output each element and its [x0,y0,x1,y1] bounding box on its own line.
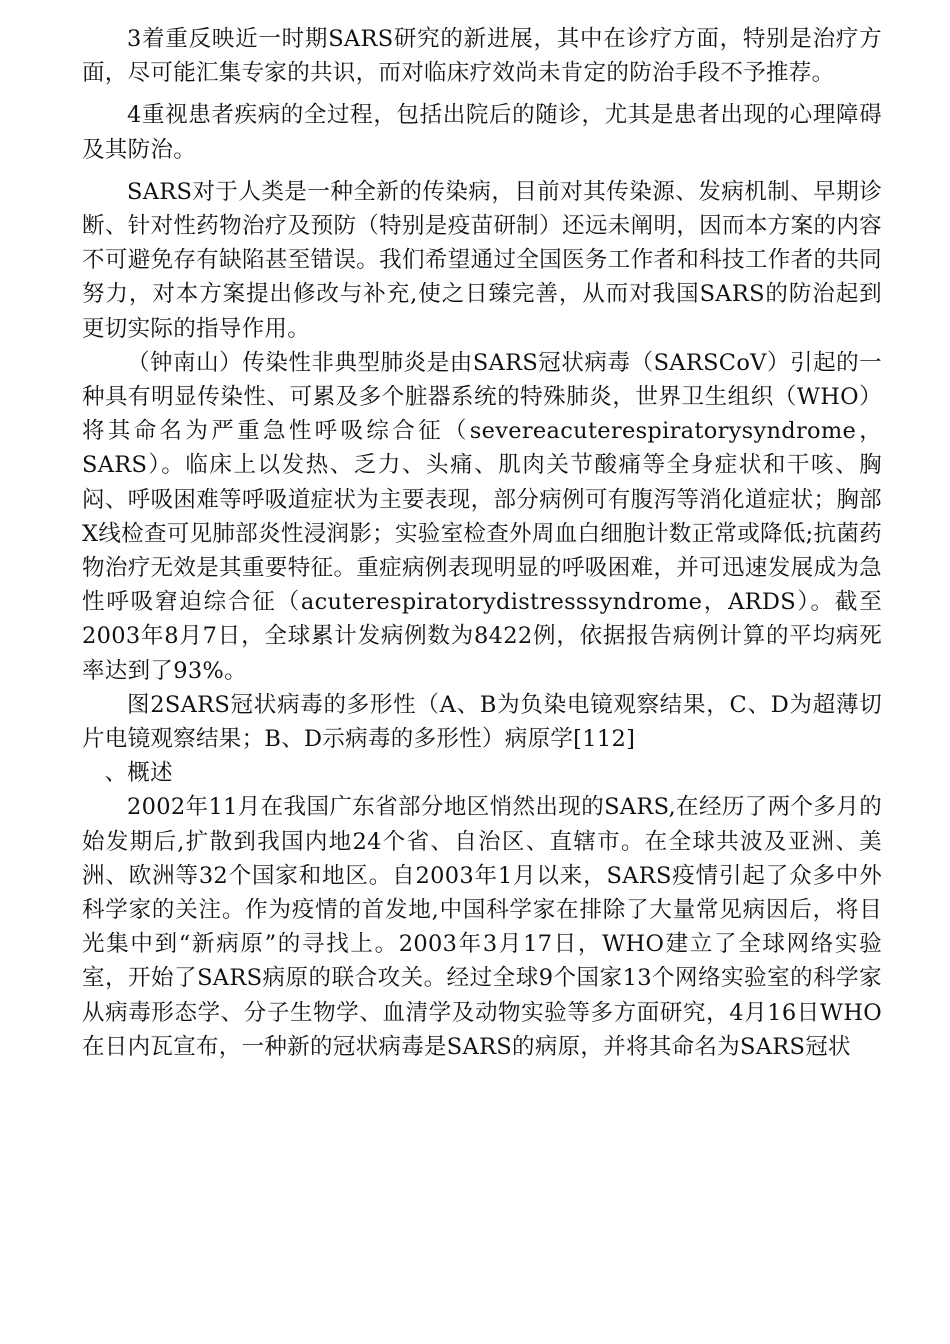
figure-caption: 图2SARS冠状病毒的多形性（A、B为负染电镜观察结果，C、D为超薄切片电镜观察结果；B、D示病毒的多形性）病原学[112] [82,691,882,753]
section-heading: 、概述 [104,760,173,787]
paragraph-sars-overview: SARS对于人类是一种全新的传染病，目前对其传染源、发病机制、早期诊断、针对性药物治疗及预防（特别是疫苗研制）还远未阐明，因而本方案的内容不可避免存有缺陷甚至错误。我们希望通过全国医务工作者和科技工作者的共同努力，对本方案提出修改与补充,使之日臻完善，从而对我国SARS的防治起到更切实际的指导作用。 [82,178,882,342]
paragraph-guideline-4: 4重视患者疾病的全过程，包括出院后的随诊，尤其是患者出现的心理障碍及其防治。 [82,102,882,163]
paragraph-etiology: 2002年11月在我国广东省部分地区悄然出现的SARS,在经历了两个多月的始发期后,扩散到我国内地24个省、自治区、直辖市。在全球共波及亚洲、美洲、欧洲等32个国家和地区。自2003年1月以来，SARS疫情引起了众多中外科学家的关注。作为疫情的首发地,中国科学家在排除了大量常见病因后，将目光集中到“新病原”的寻找上。2003年3月17日，WHO建立了全球网络实验室，开始了SARS病原的联合攻关。经过全球9个国家13个网络实验室的科学家从病毒形态学、分子生物学、血清学及动物实验等多方面研究，4月16日WHO在日内瓦宣布，一种新的冠状病毒是SARS的病原，并将其命名为SARS冠状 [82,794,882,1060]
document-body [82,22,882,1064]
paragraph-guideline-3: 3着重反映近一时期SARS研究的新进展，其中在诊疗方面，特别是治疗方面，尽可能汇集专家的共识，而对临床疗效尚未肯定的防治手段不予推荐。 [82,26,882,87]
paragraph-sars-definition: （钟南山）传染性非典型肺炎是由SARS冠状病毒（SARSCoV）引起的一种具有明显传染性、可累及多个脏器系统的特殊肺炎，世界卫生组织（WHO）将其命名为严重急性呼吸综合征（severeacuterespiratorysyndrome，SARS）。临床上以发热、乏力、头痛、肌肉关节酸痛等全身症状和干咳、胸闷、呼吸困难等呼吸道症状为主要表现，部分病例可有腹泻等消化道症状；胸部X线检查可见肺部炎性浸润影；实验室检查外周血白细胞计数正常或降低;抗菌药物治疗无效是其重要特征。重症病例表现明显的呼吸困难，并可迅速发展成为急性呼吸窘迫综合征（acuterespiratorydistresssyndrome，ARDS）。截至2003年8月7日，全球累计发病例数为8422例，依据报告病例计算的平均病死率达到了93%。 [82,349,882,684]
